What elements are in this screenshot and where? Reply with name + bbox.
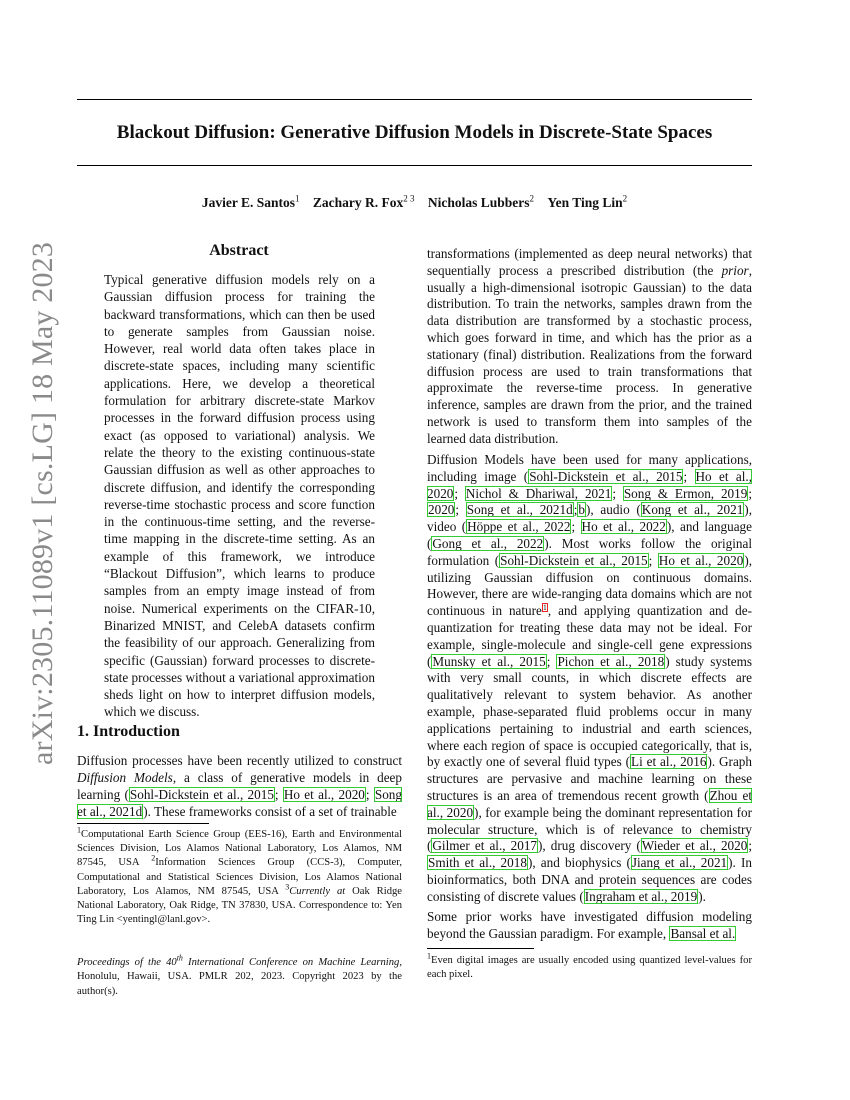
abstract-heading: Abstract: [209, 242, 269, 259]
citation-link[interactable]: Zhou et al., 2020: [427, 787, 752, 820]
footnote-1: $^1$Even digital images are usually encoded using quantized level-values for each pixel.: [427, 951, 752, 981]
arxiv-watermark: arXiv:2305.11089v1 [cs.LG] 18 May 2023: [26, 241, 59, 765]
citation-link[interactable]: Gilmer et al., 2017: [432, 838, 538, 854]
top-rule: [77, 99, 752, 100]
citation-link[interactable]: Höppe et al., 2022: [467, 519, 571, 535]
citation-link[interactable]: Munsky et al., 2015: [432, 653, 546, 669]
right-paragraph-1: transformations (implemented as deep neural networks) that sequentially process a prescribed distribution (the prior, usually a high-dimensional isotropic Gaussian) to the data distribution. To train the networks, samples drawn from the data distribution are transformed by a stochastic process, which goes forward in time, and which has the prior as a stationary (final) distribution. Realizations from the forward diffusion process are used to train transformations that approximate the reverse-time process. In generative inference, samples are drawn from the prior, and the trained network is used to transform them into samples of the learned data distribution.: [427, 246, 752, 446]
paper-title: Blackout Diffusion: Generative Diffusion Models in Discrete-State Spaces: [116, 122, 713, 143]
citation-link[interactable]: Pichon et al., 2018: [557, 653, 665, 669]
citation-link[interactable]: Sohl-Dickstein et al., 2015: [500, 552, 648, 568]
intro-paragraph: Diffusion processes have been recently utilized to construct Diffusion Models, a class of generative models in deep learning (Sohl-Dickstein et al., 2015; Ho et al., 2020; Song et al., 2021d). These frameworks consist of a set of trainable: [77, 753, 402, 820]
citation-link[interactable]: b: [578, 502, 585, 518]
citation-link[interactable]: Gong et al., 2022: [432, 535, 544, 551]
author: Zachary R. Fox$^{2 3}$: [312, 193, 415, 210]
citation-link[interactable]: Ho et al., 2022: [581, 519, 666, 535]
citation-link[interactable]: Li et al., 2016: [631, 754, 707, 770]
author: Yen Ting Lin$^2$: [547, 193, 628, 210]
author-list: [77, 195, 752, 211]
proceedings-note: Proceedings of the 40th International Conference on Machine Learning, Honolulu, Hawaii, USA. PMLR 202, 2023. Copyright 2023 by the author(s).: [77, 953, 402, 997]
citation-link[interactable]: Song et al., 2021d: [466, 502, 573, 518]
right-paragraph-3: Some prior works have investigated diffusion modeling beyond the Gaussian paradigm. For example, Bansal et al.: [427, 909, 752, 941]
citation-link[interactable]: Wieder et al., 2020: [641, 838, 748, 854]
citation-link[interactable]: 2020: [428, 502, 455, 518]
abstract-text: Typical generative diffusion models rely on a Gaussian diffusion process for training the backward transformations, which can then be used to generate samples from Gaussian noise. However, real world data often takes place in discrete-state spaces, including many scientific applications. Here, we develop a theoretical formulation for arbitrary discrete-state Markov processes in the forward diffusion process using exact (as opposed to variational) analysis. We relate the theory to the existing continuous-state Gaussian diffusion as well as other approaches to discrete diffusion, and identify the corresponding reverse-time stochastic process and score function in the continuous-time setting, and the reverse-time mapping in the discrete-time setting. As an example of this framework, we introduce “Blackout Diffusion”, which learns to produce samples from an empty image instead of from noise. Numerical experiments on the CIFAR-10, Binarized MNIST, and CelebA datasets confirm the feasibility of our approach. Generalizing from specific (Gaussian) forward processes to discrete-state processes without a variational approximation sheds light on how to interpret diffusion models, which we discuss.: [104, 272, 375, 720]
citation-link[interactable]: Smith et al., 2018: [428, 855, 527, 871]
citation-link[interactable]: Song & Ermon, 2019: [623, 485, 748, 501]
section-heading: 1. Introduction: [77, 723, 180, 740]
title-rule: [77, 165, 752, 166]
citation-link[interactable]: Ho et al., 2020: [427, 468, 752, 501]
footnote-link[interactable]: 1: [542, 602, 547, 612]
citation-link[interactable]: Bansal et al.: [670, 925, 736, 941]
affiliations-footnote: $^1$Computational Earth Science Group (EES-16), Earth and Environmental Sciences Division, Los Alamos National Laboratory, Los Alamos, NM 87545, USA $^2$Information Sciences Group (CCS-3), Computer, Computational and Statistical Sciences Division, Los Alamos National Laboratory, Los Alamos, NM 87545, USA $^3$Currently at Oak Ridge National Laboratory, Oak Ridge, TN 37830, USA. Correspondence to: Yen Ting Lin <yentingl@lanl.gov>.: [77, 825, 402, 926]
citation-link[interactable]: Kong et al., 2021: [641, 502, 744, 518]
footnote-rule-right: [427, 948, 534, 949]
citation-link[interactable]: Nichol & Dhariwal, 2021: [465, 485, 612, 501]
citation-link[interactable]: Sohl-Dickstein et al., 2015: [529, 468, 683, 484]
right-paragraph-2: Diffusion Models have been used for many applications, including image (Sohl-Dickstein et al., 2015; Ho et al., 2020; Nichol & Dhariwal, 2021; Song & Ermon, 2019; 2020; Song et al., 2021d;b), audio (Kong et al., 2021), video (Höppe et al., 2022; Ho et al., 2022), and language (Gong et al., 2022). Most works follow the original formulation (Sohl-Dickstein et al., 2015; Ho et al., 2020), utilizing Gaussian diffusion on continuous domains. However, there are wide-ranging data domains which are not continuous in nature$^1$, and applying quantization and de-quantization for treating these data may not be ideal. For example, single-molecule and single-cell gene expressions (Munsky et al., 2015; Pichon et al., 2018) study systems with very small counts, in which discrete effects are qualitatively relevant to system behavior. As another example, phase-separated fluid problems occur in many applications pertaining to industrial and earth sciences, where each region of space is occupied categorically, that is, by exactly one of several fluid types (Li et al., 2016). Graph structures are pervasive and machine learning on these structures is an area of tremendous recent growth (Zhou et al., 2020), for example being the dominant representation for molecular structure, which is of relevance to chemistry (Gilmer et al., 2017), drug discovery (Wieder et al., 2020; Smith et al., 2018), and biophysics (Jiang et al., 2021). In bioinformatics, both DNA and protein sequences are codes consisting of discrete values (Ingraham et al., 2019).: [427, 452, 753, 904]
citation-link[interactable]: Ho et al., 2020: [283, 787, 365, 803]
citation-link[interactable]: Ho et al., 2020: [658, 552, 744, 568]
author: Javier E. Santos$^1$: [201, 193, 300, 210]
citation-link[interactable]: Jiang et al., 2021: [631, 855, 728, 871]
citation-link[interactable]: Song et al., 2021d: [77, 787, 402, 820]
author: Nicholas Lubbers$^2$: [427, 193, 534, 210]
citation-link[interactable]: Sohl-Dickstein et al., 2015: [129, 787, 274, 803]
citation-link[interactable]: Ingraham et al., 2019: [584, 888, 698, 904]
footnote-rule: [77, 823, 209, 824]
